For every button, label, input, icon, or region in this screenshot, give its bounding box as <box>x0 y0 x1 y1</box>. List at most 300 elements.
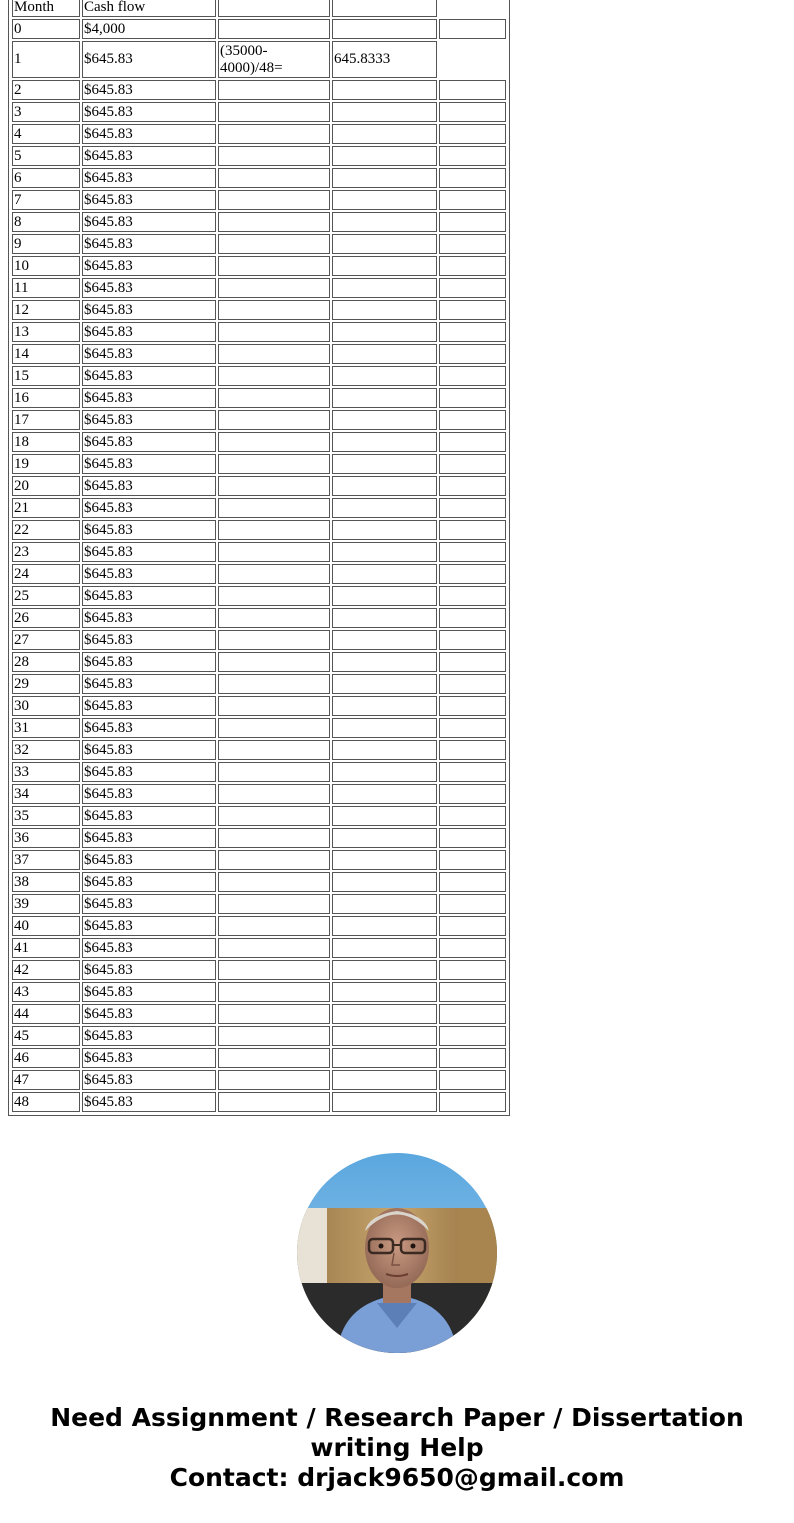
month-cell: 32 <box>12 740 80 760</box>
table-row <box>12 41 506 78</box>
calculation-cell <box>218 476 330 496</box>
extra-cell <box>439 19 506 39</box>
cash-flow-cell: $645.83 <box>82 762 216 782</box>
cash-flow-cell: $645.83 <box>82 146 216 166</box>
cash-flow-cell: $645.83 <box>82 1092 216 1112</box>
result-cell <box>332 916 437 936</box>
cash-flow-cell: $645.83 <box>82 454 216 474</box>
result-cell <box>332 344 437 364</box>
calculation-cell <box>218 168 330 188</box>
calculation-cell <box>218 564 330 584</box>
cash-flow-table <box>10 0 508 1114</box>
result-cell <box>332 322 437 342</box>
calculation-cell <box>218 652 330 672</box>
cash-flow-cell: $645.83 <box>82 850 216 870</box>
month-cell: 2 <box>12 80 80 100</box>
cash-flow-cell: $645.83 <box>82 784 216 804</box>
extra-cell <box>439 674 506 694</box>
month-cell: 30 <box>12 696 80 716</box>
result-cell <box>332 960 437 980</box>
calculation-cell <box>218 498 330 518</box>
result-cell <box>332 146 437 166</box>
calculation-cell <box>218 300 330 320</box>
extra-cell <box>439 718 506 738</box>
table-row <box>12 960 506 980</box>
month-cell: 45 <box>12 1026 80 1046</box>
cash-flow-cell: $645.83 <box>82 674 216 694</box>
extra-cell <box>439 762 506 782</box>
extra-cell <box>439 828 506 848</box>
cash-flow-cell: $645.83 <box>82 652 216 672</box>
cash-flow-table-frame <box>8 0 510 1116</box>
table-row <box>12 806 506 826</box>
cash-flow-cell: $645.83 <box>82 1004 216 1024</box>
result-cell <box>332 718 437 738</box>
extra-cell <box>439 498 506 518</box>
table-row <box>12 564 506 584</box>
calculation-cell <box>218 982 330 1002</box>
result-cell <box>332 432 437 452</box>
promo-line-2: writing Help <box>310 1433 484 1462</box>
month-cell: 12 <box>12 300 80 320</box>
result-cell <box>332 1048 437 1068</box>
table-row <box>12 212 506 232</box>
result-cell <box>332 872 437 892</box>
result-cell <box>332 696 437 716</box>
result-cell <box>332 586 437 606</box>
extra-cell <box>439 542 506 562</box>
calculation-cell <box>218 190 330 210</box>
month-cell: 10 <box>12 256 80 276</box>
calculation-cell <box>218 894 330 914</box>
table-row <box>12 740 506 760</box>
header-blank-3 <box>439 0 506 17</box>
table-row <box>12 784 506 804</box>
table-row <box>12 322 506 342</box>
cash-flow-cell: $645.83 <box>82 542 216 562</box>
extra-cell <box>439 872 506 892</box>
result-cell <box>332 652 437 672</box>
month-cell: 35 <box>12 806 80 826</box>
promo-line-1: Need Assignment / Research Paper / Dissertation <box>50 1403 744 1432</box>
result-cell <box>332 80 437 100</box>
cash-flow-cell: $4,000 <box>82 19 216 39</box>
result-cell <box>332 1070 437 1090</box>
table-row <box>12 476 506 496</box>
extra-cell <box>439 476 506 496</box>
cash-flow-cell: $645.83 <box>82 278 216 298</box>
cash-flow-cell: $645.83 <box>82 916 216 936</box>
extra-cell <box>439 124 506 144</box>
cash-flow-cell: $645.83 <box>82 102 216 122</box>
calculation-cell <box>218 212 330 232</box>
calculation-cell <box>218 344 330 364</box>
table-row <box>12 1026 506 1046</box>
extra-cell <box>439 894 506 914</box>
calculation-cell <box>218 1004 330 1024</box>
table-row <box>12 762 506 782</box>
result-cell <box>332 938 437 958</box>
table-header-row <box>12 0 506 17</box>
result-cell <box>332 278 437 298</box>
table-row <box>12 146 506 166</box>
calculation-cell <box>218 806 330 826</box>
extra-cell <box>439 366 506 386</box>
cash-flow-cell: $645.83 <box>82 718 216 738</box>
result-cell <box>332 300 437 320</box>
extra-cell <box>439 454 506 474</box>
extra-cell <box>439 1048 506 1068</box>
month-cell: 6 <box>12 168 80 188</box>
month-cell: 33 <box>12 762 80 782</box>
extra-cell <box>439 146 506 166</box>
calculation-cell <box>218 762 330 782</box>
cash-flow-table-body <box>12 0 506 1112</box>
result-cell <box>332 608 437 628</box>
extra-cell <box>439 432 506 452</box>
month-cell: 13 <box>12 322 80 342</box>
extra-cell <box>439 982 506 1002</box>
header-blank-2 <box>332 0 437 17</box>
calculation-cell <box>218 674 330 694</box>
table-row <box>12 608 506 628</box>
cash-flow-cell: $645.83 <box>82 190 216 210</box>
calculation-cell <box>218 410 330 430</box>
table-row <box>12 1004 506 1024</box>
month-cell: 11 <box>12 278 80 298</box>
calculation-cell <box>218 19 330 39</box>
month-cell: 40 <box>12 916 80 936</box>
cash-flow-cell: $645.83 <box>82 168 216 188</box>
header-cash-flow: Cash flow <box>82 0 216 17</box>
month-cell: 4 <box>12 124 80 144</box>
cash-flow-cell: $645.83 <box>82 41 216 78</box>
result-cell <box>332 674 437 694</box>
extra-cell <box>439 322 506 342</box>
result-cell <box>332 630 437 650</box>
extra-cell <box>439 608 506 628</box>
month-cell: 44 <box>12 1004 80 1024</box>
cash-flow-cell: $645.83 <box>82 256 216 276</box>
calculation-cell <box>218 718 330 738</box>
table-row <box>12 586 506 606</box>
table-row <box>12 256 506 276</box>
calculation-cell <box>218 322 330 342</box>
calculation-cell <box>218 234 330 254</box>
extra-cell <box>439 564 506 584</box>
extra-cell <box>439 190 506 210</box>
table-row <box>12 498 506 518</box>
extra-cell <box>439 1092 506 1112</box>
cash-flow-cell: $645.83 <box>82 586 216 606</box>
result-cell <box>332 454 437 474</box>
extra-cell <box>439 168 506 188</box>
calculation-cell <box>218 454 330 474</box>
calculation-cell <box>218 784 330 804</box>
cash-flow-cell: $645.83 <box>82 476 216 496</box>
month-cell: 24 <box>12 564 80 584</box>
result-cell <box>332 124 437 144</box>
result-cell <box>332 498 437 518</box>
cash-flow-cell: $645.83 <box>82 410 216 430</box>
month-cell: 31 <box>12 718 80 738</box>
table-row <box>12 828 506 848</box>
table-row <box>12 190 506 210</box>
extra-cell <box>439 256 506 276</box>
header-month: Month <box>12 0 80 17</box>
cash-flow-cell: $645.83 <box>82 388 216 408</box>
cash-flow-cell: $645.83 <box>82 938 216 958</box>
table-row <box>12 366 506 386</box>
table-row <box>12 168 506 188</box>
table-row <box>12 674 506 694</box>
result-cell <box>332 762 437 782</box>
table-row <box>12 894 506 914</box>
calculation-cell <box>218 740 330 760</box>
month-cell: 23 <box>12 542 80 562</box>
month-cell: 36 <box>12 828 80 848</box>
cash-flow-cell: $645.83 <box>82 740 216 760</box>
result-cell <box>332 476 437 496</box>
month-cell: 27 <box>12 630 80 650</box>
result-cell <box>332 190 437 210</box>
table-row <box>12 696 506 716</box>
table-row <box>12 80 506 100</box>
table-row <box>12 872 506 892</box>
calculation-cell <box>218 938 330 958</box>
calculation-cell <box>218 1048 330 1068</box>
calculation-cell <box>218 1092 330 1112</box>
month-cell: 16 <box>12 388 80 408</box>
result-cell <box>332 234 437 254</box>
cash-flow-cell: $645.83 <box>82 344 216 364</box>
result-cell <box>332 410 437 430</box>
month-cell: 1 <box>12 41 80 78</box>
extra-cell <box>439 41 506 78</box>
cash-flow-cell: $645.83 <box>82 960 216 980</box>
extra-cell <box>439 410 506 430</box>
calculation-cell <box>218 542 330 562</box>
table-row <box>12 630 506 650</box>
calculation-cell <box>218 630 330 650</box>
extra-cell <box>439 1026 506 1046</box>
extra-cell <box>439 1004 506 1024</box>
month-cell: 42 <box>12 960 80 980</box>
month-cell: 19 <box>12 454 80 474</box>
month-cell: 3 <box>12 102 80 122</box>
contact-banner <box>0 1403 794 1493</box>
extra-cell <box>439 212 506 232</box>
month-cell: 28 <box>12 652 80 672</box>
extra-cell <box>439 630 506 650</box>
month-cell: 14 <box>12 344 80 364</box>
cash-flow-cell: $645.83 <box>82 300 216 320</box>
cash-flow-cell: $645.83 <box>82 234 216 254</box>
cash-flow-cell: $645.83 <box>82 806 216 826</box>
table-row <box>12 938 506 958</box>
cash-flow-cell: $645.83 <box>82 982 216 1002</box>
extra-cell <box>439 938 506 958</box>
table-row <box>12 916 506 936</box>
month-cell: 39 <box>12 894 80 914</box>
month-cell: 38 <box>12 872 80 892</box>
result-cell <box>332 168 437 188</box>
month-cell: 43 <box>12 982 80 1002</box>
calculation-cell <box>218 366 330 386</box>
extra-cell <box>439 652 506 672</box>
cash-flow-cell: $645.83 <box>82 1048 216 1068</box>
calculation-cell <box>218 80 330 100</box>
extra-cell <box>439 520 506 540</box>
result-cell <box>332 102 437 122</box>
month-cell: 41 <box>12 938 80 958</box>
cash-flow-cell: $645.83 <box>82 80 216 100</box>
cash-flow-cell: $645.83 <box>82 1026 216 1046</box>
table-row <box>12 124 506 144</box>
month-cell: 21 <box>12 498 80 518</box>
cash-flow-cell: $645.83 <box>82 520 216 540</box>
month-cell: 25 <box>12 586 80 606</box>
result-cell <box>332 894 437 914</box>
cash-flow-cell: $645.83 <box>82 564 216 584</box>
extra-cell <box>439 960 506 980</box>
month-cell: 22 <box>12 520 80 540</box>
month-cell: 37 <box>12 850 80 870</box>
month-cell: 47 <box>12 1070 80 1090</box>
result-cell <box>332 850 437 870</box>
table-row <box>12 388 506 408</box>
calculation-cell <box>218 1070 330 1090</box>
result-cell <box>332 828 437 848</box>
avatar <box>297 1153 497 1353</box>
result-cell <box>332 1092 437 1112</box>
result-cell <box>332 740 437 760</box>
month-cell: 18 <box>12 432 80 452</box>
result-cell <box>332 1026 437 1046</box>
person-portrait-icon <box>297 1153 497 1353</box>
month-cell: 20 <box>12 476 80 496</box>
calculation-cell <box>218 916 330 936</box>
result-cell <box>332 256 437 276</box>
cash-flow-cell: $645.83 <box>82 498 216 518</box>
calculation-cell: (35000-4000)/48= <box>218 41 330 78</box>
calculation-cell <box>218 696 330 716</box>
month-cell: 48 <box>12 1092 80 1112</box>
result-cell <box>332 1004 437 1024</box>
cash-flow-cell: $645.83 <box>82 872 216 892</box>
calculation-cell <box>218 520 330 540</box>
cash-flow-cell: $645.83 <box>82 696 216 716</box>
month-cell: 29 <box>12 674 80 694</box>
result-cell <box>332 19 437 39</box>
promo-contact-email: Contact: drjack9650@gmail.com <box>169 1463 625 1492</box>
result-cell <box>332 520 437 540</box>
table-row <box>12 982 506 1002</box>
result-cell <box>332 784 437 804</box>
calculation-cell <box>218 124 330 144</box>
calculation-cell <box>218 102 330 122</box>
cash-flow-cell: $645.83 <box>82 212 216 232</box>
extra-cell <box>439 1070 506 1090</box>
table-row <box>12 344 506 364</box>
table-row <box>12 652 506 672</box>
cash-flow-cell: $645.83 <box>82 1070 216 1090</box>
extra-cell <box>439 916 506 936</box>
table-row <box>12 1048 506 1068</box>
month-cell: 5 <box>12 146 80 166</box>
table-row <box>12 410 506 430</box>
calculation-cell <box>218 850 330 870</box>
calculation-cell <box>218 608 330 628</box>
table-row <box>12 718 506 738</box>
table-row <box>12 432 506 452</box>
calculation-cell <box>218 388 330 408</box>
extra-cell <box>439 344 506 364</box>
month-cell: 17 <box>12 410 80 430</box>
extra-cell <box>439 102 506 122</box>
month-cell: 9 <box>12 234 80 254</box>
extra-cell <box>439 784 506 804</box>
table-row <box>12 234 506 254</box>
table-row <box>12 300 506 320</box>
extra-cell <box>439 806 506 826</box>
table-row <box>12 1092 506 1112</box>
calculation-cell <box>218 256 330 276</box>
cash-flow-cell: $645.83 <box>82 630 216 650</box>
result-cell <box>332 388 437 408</box>
result-cell <box>332 366 437 386</box>
month-cell: 8 <box>12 212 80 232</box>
month-cell: 15 <box>12 366 80 386</box>
calculation-cell <box>218 586 330 606</box>
calculation-cell <box>218 146 330 166</box>
result-cell: 645.8333 <box>332 41 437 78</box>
result-cell <box>332 212 437 232</box>
calculation-cell <box>218 432 330 452</box>
extra-cell <box>439 388 506 408</box>
month-cell: 26 <box>12 608 80 628</box>
extra-cell <box>439 80 506 100</box>
extra-cell <box>439 278 506 298</box>
extra-cell <box>439 586 506 606</box>
extra-cell <box>439 300 506 320</box>
cash-flow-cell: $645.83 <box>82 322 216 342</box>
table-row <box>12 454 506 474</box>
month-cell: 7 <box>12 190 80 210</box>
extra-cell <box>439 850 506 870</box>
calculation-cell <box>218 1026 330 1046</box>
table-row <box>12 19 506 39</box>
extra-cell <box>439 234 506 254</box>
calculation-cell <box>218 960 330 980</box>
cash-flow-cell: $645.83 <box>82 608 216 628</box>
result-cell <box>332 806 437 826</box>
table-row <box>12 542 506 562</box>
table-row <box>12 1070 506 1090</box>
cash-flow-cell: $645.83 <box>82 366 216 386</box>
table-row <box>12 102 506 122</box>
result-cell <box>332 982 437 1002</box>
calculation-cell <box>218 278 330 298</box>
calculation-cell <box>218 828 330 848</box>
result-cell <box>332 542 437 562</box>
month-cell: 46 <box>12 1048 80 1068</box>
table-row <box>12 850 506 870</box>
cash-flow-cell: $645.83 <box>82 894 216 914</box>
result-cell <box>332 564 437 584</box>
month-cell: 34 <box>12 784 80 804</box>
month-cell: 0 <box>12 19 80 39</box>
